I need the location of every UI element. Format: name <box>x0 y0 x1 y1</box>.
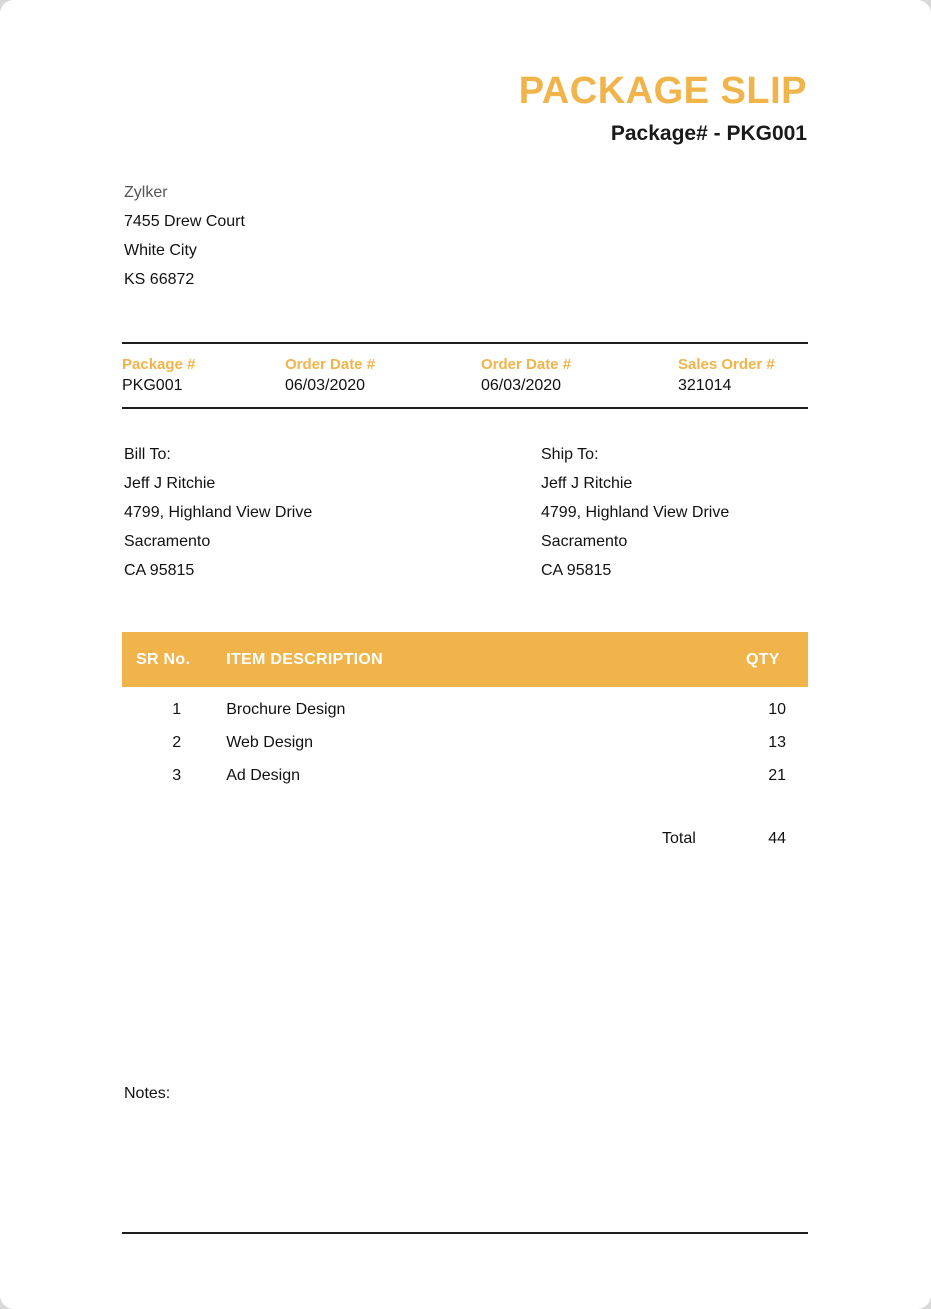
line-items-table <box>122 632 808 849</box>
table-row <box>122 753 808 786</box>
page-title: PACKAGE SLIP <box>518 70 807 112</box>
sender-address-block <box>124 178 245 294</box>
sender-region: KS 66872 <box>124 271 195 288</box>
bill-to-city: Sacramento <box>124 533 211 550</box>
bill-to-block <box>124 440 312 585</box>
total-spacer <box>122 786 204 849</box>
column-header-qty: QTY <box>718 632 808 687</box>
sender-street: 7455 Drew Court <box>124 213 245 230</box>
ship-to-street: 4799, Highland View Drive <box>541 504 730 521</box>
table-row <box>122 687 808 720</box>
bill-to-street: 4799, Highland View Drive <box>124 504 313 521</box>
cell-sr-no: 3 <box>172 767 182 784</box>
cell-sr-no: 2 <box>172 734 182 751</box>
meta-header-sales-order: Sales Order # <box>678 356 775 373</box>
ship-to-block <box>541 440 729 585</box>
column-header-sr-no: SR No. <box>122 632 204 687</box>
meta-value-package: PKG001 <box>122 377 183 394</box>
line-items-header-row <box>122 632 808 687</box>
cell-item-description: Ad Design <box>226 767 301 784</box>
total-label: Total <box>661 830 696 847</box>
ship-to-label: Ship To: <box>541 446 599 463</box>
cell-qty: 10 <box>768 701 786 718</box>
cell-qty: 13 <box>768 734 786 751</box>
order-meta-value-row <box>122 377 808 408</box>
cell-item-description: Brochure Design <box>226 701 346 718</box>
sender-city: White City <box>124 242 197 259</box>
table-row <box>122 720 808 753</box>
sender-company: Zylker <box>124 184 168 201</box>
ship-to-region: CA 95815 <box>541 562 612 579</box>
cell-sr-no: 1 <box>172 701 182 718</box>
cell-item-description: Web Design <box>226 734 314 751</box>
order-meta-header-row <box>122 343 808 377</box>
bill-to-label: Bill To: <box>124 446 171 463</box>
meta-value-sales-order: 321014 <box>678 377 732 394</box>
meta-value-order-date-1: 06/03/2020 <box>285 377 366 394</box>
total-value: 44 <box>768 830 786 847</box>
order-meta-table <box>122 342 808 409</box>
meta-header-order-date-2: Order Date # <box>481 356 572 373</box>
meta-header-package: Package # <box>122 356 196 373</box>
total-row <box>122 786 808 849</box>
ship-to-name: Jeff J Ritchie <box>541 475 633 492</box>
footer-divider <box>122 1232 808 1234</box>
notes-label: Notes: <box>124 1085 171 1102</box>
package-number-label: Package# - PKG001 <box>610 122 807 145</box>
meta-header-order-date-1: Order Date # <box>285 356 376 373</box>
meta-value-order-date-2: 06/03/2020 <box>481 377 562 394</box>
cell-qty: 21 <box>768 767 786 784</box>
bill-to-name: Jeff J Ritchie <box>124 475 216 492</box>
bill-to-region: CA 95815 <box>124 562 195 579</box>
ship-to-city: Sacramento <box>541 533 628 550</box>
column-header-item-description: ITEM DESCRIPTION <box>204 632 718 687</box>
